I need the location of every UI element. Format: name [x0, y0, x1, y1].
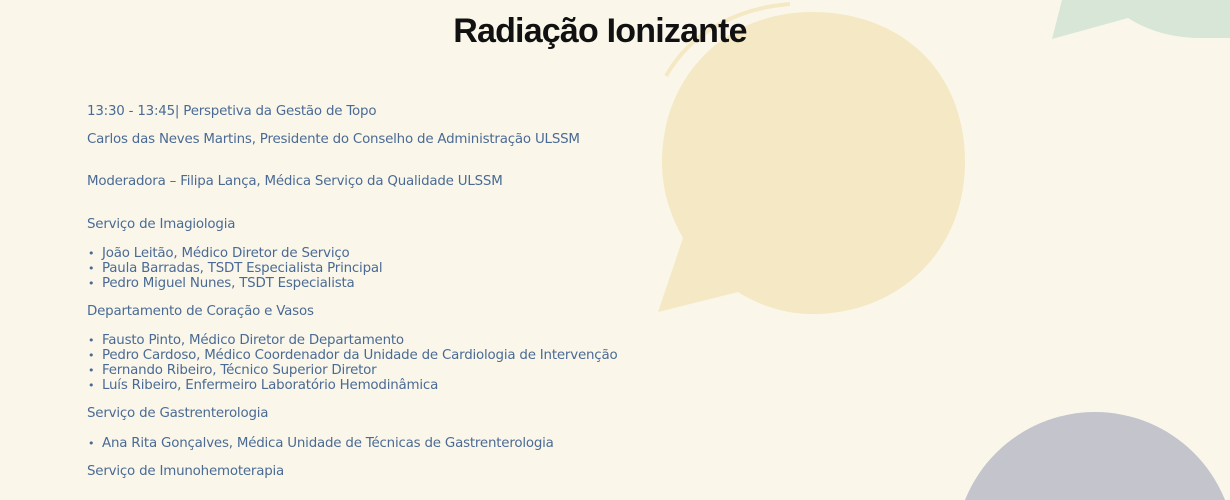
- session-time: 13:30 - 13:45| Perspetiva da Gestão de Topo: [87, 104, 377, 119]
- member-list: [87, 246, 617, 291]
- member-item: • Fausto Pinto, Médico Diretor de Departamento: [87, 333, 617, 348]
- member-item: • Luís Ribeiro, Enfermeiro Laboratório Hemodinâmica: [87, 378, 617, 393]
- group-heading: Departamento de Coração e Vasos: [87, 304, 314, 319]
- member-item: • Pedro Cardoso, Médico Coordenador da Unidade de Cardiologia de Intervenção: [87, 348, 617, 363]
- group-heading: Serviço de Imagiologia: [87, 217, 236, 232]
- member-item: • Ana Rita Gonçalves, Médica Unidade de Técnicas de Gastrenterologia: [87, 436, 617, 451]
- yellow-speech-bubble-shape: [658, 12, 965, 314]
- group-heading: Serviço de Imunohemoterapia: [87, 464, 285, 479]
- group-heading: Serviço de Gastrenterologia: [87, 406, 269, 421]
- member-item: • Fernando Ribeiro, Técnico Superior Diretor: [87, 363, 617, 378]
- member-item: • Pedro Miguel Nunes, TSDT Especialista: [87, 276, 617, 291]
- member-list: [87, 333, 617, 393]
- member-item: • Paula Barradas, TSDT Especialista Principal: [87, 261, 617, 276]
- program-content: [87, 104, 617, 480]
- member-list: [87, 436, 617, 451]
- moderator-line: Moderadora – Filipa Lança, Médica Serviço da Qualidade ULSSM: [87, 174, 503, 189]
- gray-circle-shape: [955, 412, 1230, 500]
- page-title: Radiação Ionizante: [453, 12, 747, 50]
- session-speaker: Carlos das Neves Martins, Presidente do Conselho de Administração ULSSM: [87, 132, 580, 147]
- member-item: • João Leitão, Médico Diretor de Serviço: [87, 246, 617, 261]
